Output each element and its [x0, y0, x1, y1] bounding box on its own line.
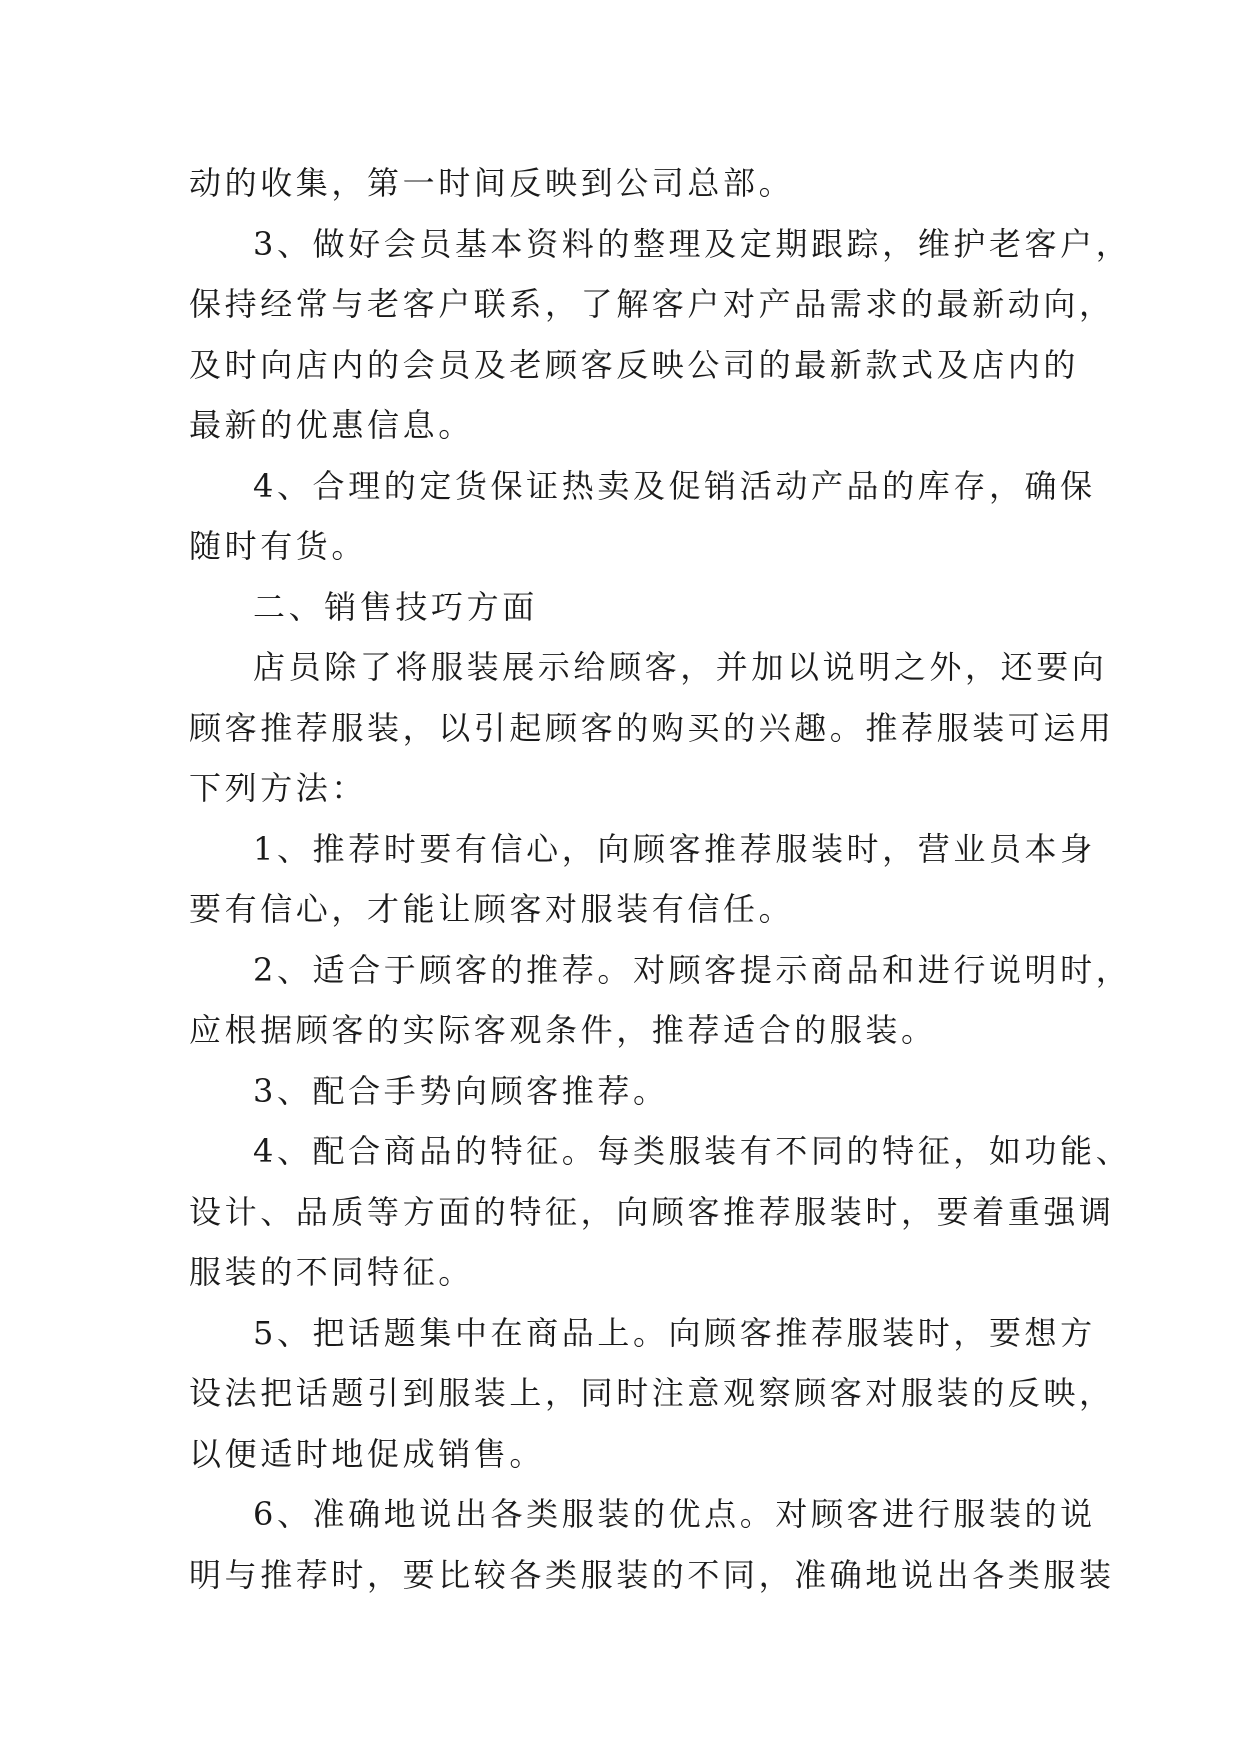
text-line: 最新的优惠信息。 — [189, 406, 474, 444]
text-line: 顾客推荐服装，以引起顾客的购买的兴趣。推荐服装可运用 — [189, 708, 1115, 747]
text-line: 保持经常与老客户联系，了解客户对产品需求的最新动向， — [189, 285, 1115, 323]
text-line: 应根据顾客的实际客观条件，推荐适合的服装。 — [189, 1011, 937, 1049]
text-line: 3、配合手势向顾客推荐。 — [253, 1071, 669, 1110]
text-line: 明与推荐时，要比较各类服装的不同，准确地说出各类服装 — [189, 1555, 1115, 1594]
text-line: 二、销售技巧方面 — [253, 587, 538, 626]
text-line: 3、做好会员基本资料的整理及定期跟踪，维护老客户， — [253, 224, 1132, 263]
text-line: 要有信心，才能让顾客对服装有信任。 — [189, 890, 795, 928]
text-line: 服装的不同特征。 — [189, 1253, 474, 1291]
text-line: 6、准确地说出各类服装的优点。对顾客进行服装的说 — [253, 1495, 1096, 1533]
text-line: 随时有货。 — [189, 527, 368, 565]
text-line: 4、配合商品的特征。每类服装有不同的特征，如功能、 — [253, 1132, 1132, 1170]
text-line: 2、适合于顾客的推荐。对顾客提示商品和进行说明时， — [253, 950, 1132, 989]
text-line: 4、合理的定货保证热卖及促销活动产品的库存，确保 — [253, 466, 1096, 505]
text-line: 5、把话题集中在商品上。向顾客推荐服装时，要想方 — [253, 1313, 1096, 1352]
text-line: 设法把话题引到服装上，同时注意观察顾客对服装的反映， — [189, 1374, 1115, 1412]
body-text — [189, 153, 1132, 1605]
text-line: 设计、品质等方面的特征，向顾客推荐服装时，要着重强调 — [189, 1192, 1115, 1231]
text-line: 店员除了将服装展示给顾客，并加以说明之外，还要向 — [253, 648, 1108, 686]
text-line: 动的收集，第一时间反映到公司总部。 — [189, 164, 795, 202]
text-line: 1、推荐时要有信心，向顾客推荐服装时，营业员本身 — [253, 829, 1096, 868]
text-line: 及时向店内的会员及老顾客反映公司的最新款式及店内的 — [189, 345, 1080, 384]
text-line: 以便适时地促成销售。 — [189, 1434, 546, 1473]
text-line: 下列方法： — [189, 769, 368, 807]
